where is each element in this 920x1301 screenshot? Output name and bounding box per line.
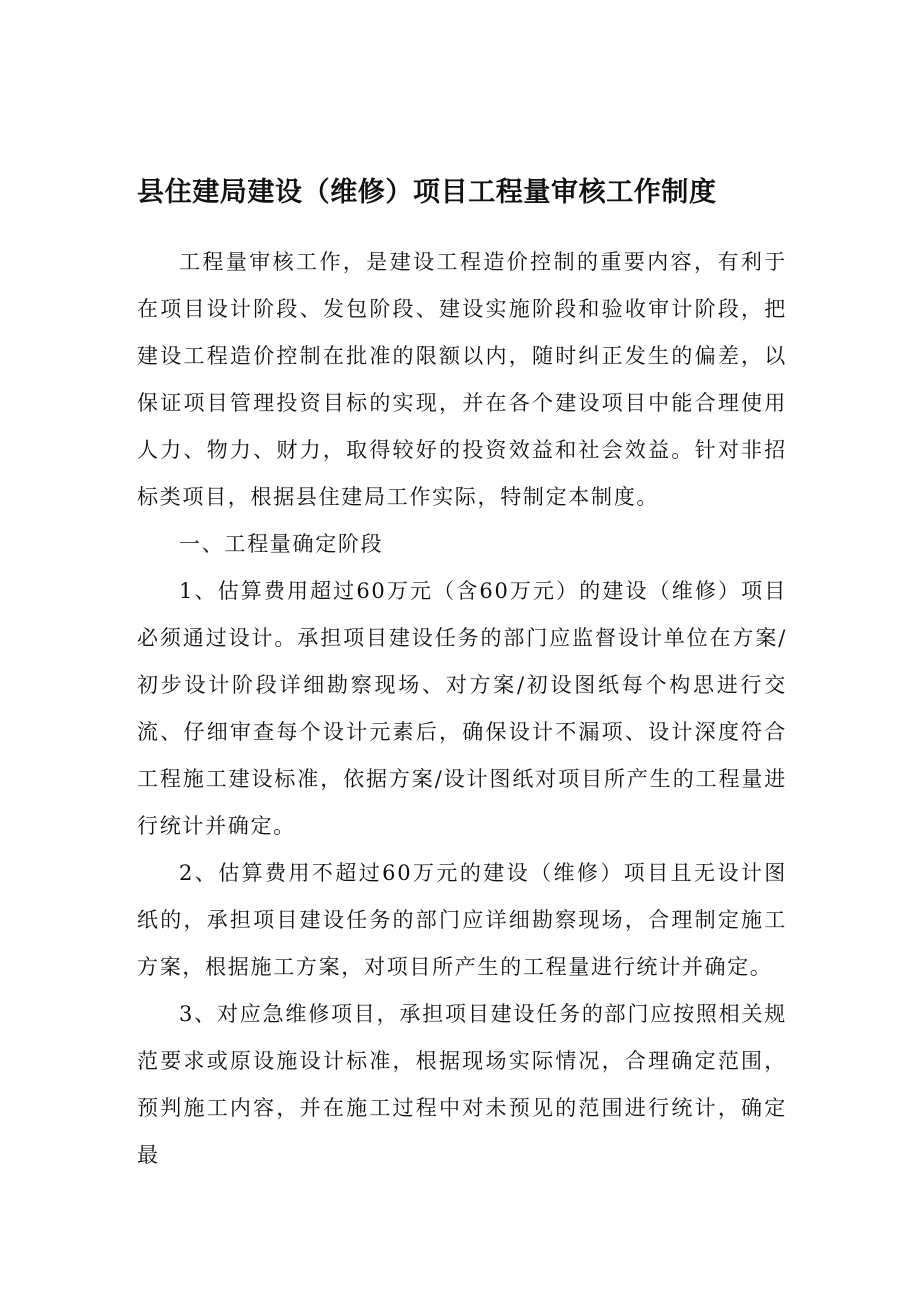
intro-paragraph: 工程量审核工作，是建设工程造价控制的重要内容，有利于在项目设计阶段、发包阶段、建设实施阶段和验收审计阶段，把建设工程造价控制在批准的限额以内，随时纠正发生的偏差，以保证项目管理投资目标的实现，并在各个建设项目中能合理使用人力、物力、财力，取得较好的投资效益和社会效益。针对非招标类项目，根据县住建局工作实际，特制定本制度。 [137,250,787,509]
section-heading: 一、工程量确定阶段 [179,532,384,556]
document-body [137,239,787,1179]
clause-1-paragraph: 1、估算费用超过60万元（含60万元）的建设（维修）项目必须通过设计。承担项目建设任务的部门应监督设计单位在方案/初步设计阶段详细勘察现场、对方案/初设图纸每个构思进行交流、仔细审查每个设计元素后，确保设计不漏项、设计深度符合工程施工建设标准，依据方案/设计图纸对项目所产生的工程量进行统计并确定。 [137,579,787,838]
clause-3-paragraph: 3、对应急维修项目，承担项目建设任务的部门应按照相关规范要求或原设施设计标准，根据现场实际情况，合理确定范围，预判施工内容，并在施工过程中对未预见的范围进行统计，确定最 [137,1002,787,1167]
clause-2-paragraph: 2、估算费用不超过60万元的建设（维修）项目且无设计图纸的，承担项目建设任务的部门应详细勘察现场，合理制定施工方案，根据施工方案，对项目所产生的工程量进行统计并确定。 [137,861,787,979]
document-title: 县住建局建设（维修）项目工程量审核工作制度 [137,177,717,208]
